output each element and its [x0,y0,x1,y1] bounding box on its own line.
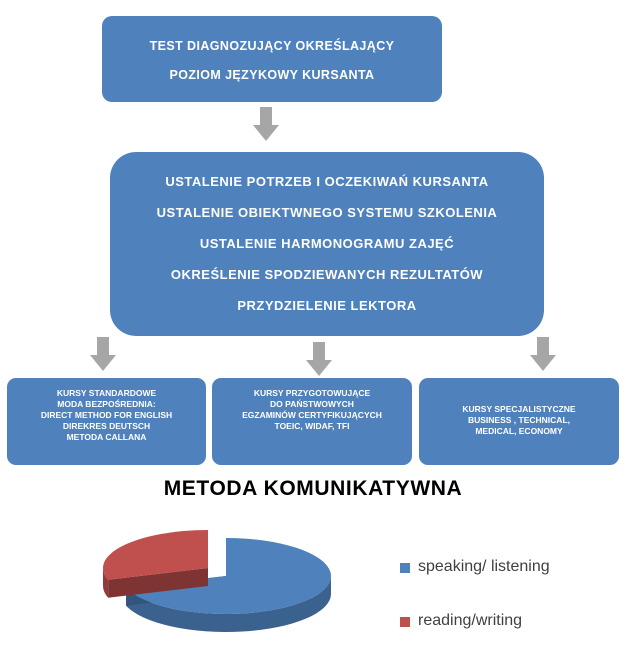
box-line: DIREKRES DEUTSCH [62,421,151,431]
box-line: KURSY PRZYGOTOWUJĄCE [253,388,371,398]
box-line: USTALENIE POTRZEB I OCZEKIWAŃ KURSANTA [165,174,489,189]
box-line: OKREŚLENIE SPODZIEWANYCH REZULTATÓW [170,267,484,282]
box-line: USTALENIE OBIEKTWNEGO SYSTEMU SZKOLENIA [156,205,498,220]
box-line: PRZYDZIELENIE LEKTORA [237,298,417,313]
box-line: USTALENIE HARMONOGRAMU ZAJĘĆ [199,236,455,251]
box-line: DO PAŃSTWOWYCH [270,399,354,409]
box-line: TOEIC, WIDAF, TFI [274,421,350,431]
planning-steps-box [110,152,544,336]
exam-prep-courses-box [212,378,412,465]
box-line: KURSY STANDARDOWE [56,388,157,398]
diagnostic-test-box [102,16,442,102]
section-heading: METODA KOMUNIKATYWNA [163,477,463,500]
box-line: POZIOM JĘZYKOWY KURSANTA [169,68,375,82]
standard-courses-box [7,378,206,465]
box-line: MODA BEZPOŚREDNIA: [57,399,156,409]
box-line: TEST DIAGNOZUJĄCY OKREŚLAJĄCY [149,39,395,53]
box-line: EGZAMINÓW CERTYFIKUJĄCYCH [242,410,382,420]
legend-swatch [400,563,410,573]
box-line: METODA CALLANA [66,432,147,442]
specialist-courses-box [419,378,619,465]
box-line: MEDICAL, ECONOMY [475,426,563,436]
down-arrow-icon [306,342,332,376]
box-line: DIRECT METHOD FOR ENGLISH [40,410,173,420]
box-line: KURSY SPECJALISTYCZNE [462,404,576,414]
legend-swatch [400,617,410,627]
down-arrow-icon [90,337,116,371]
down-arrow-icon [253,107,279,141]
box-line: BUSINESS , TECHNICAL, [467,415,570,425]
legend-label: speaking/ listening [418,558,550,575]
down-arrow-icon [530,337,556,371]
pie-chart [95,518,345,648]
legend-label: reading/writing [418,612,523,629]
